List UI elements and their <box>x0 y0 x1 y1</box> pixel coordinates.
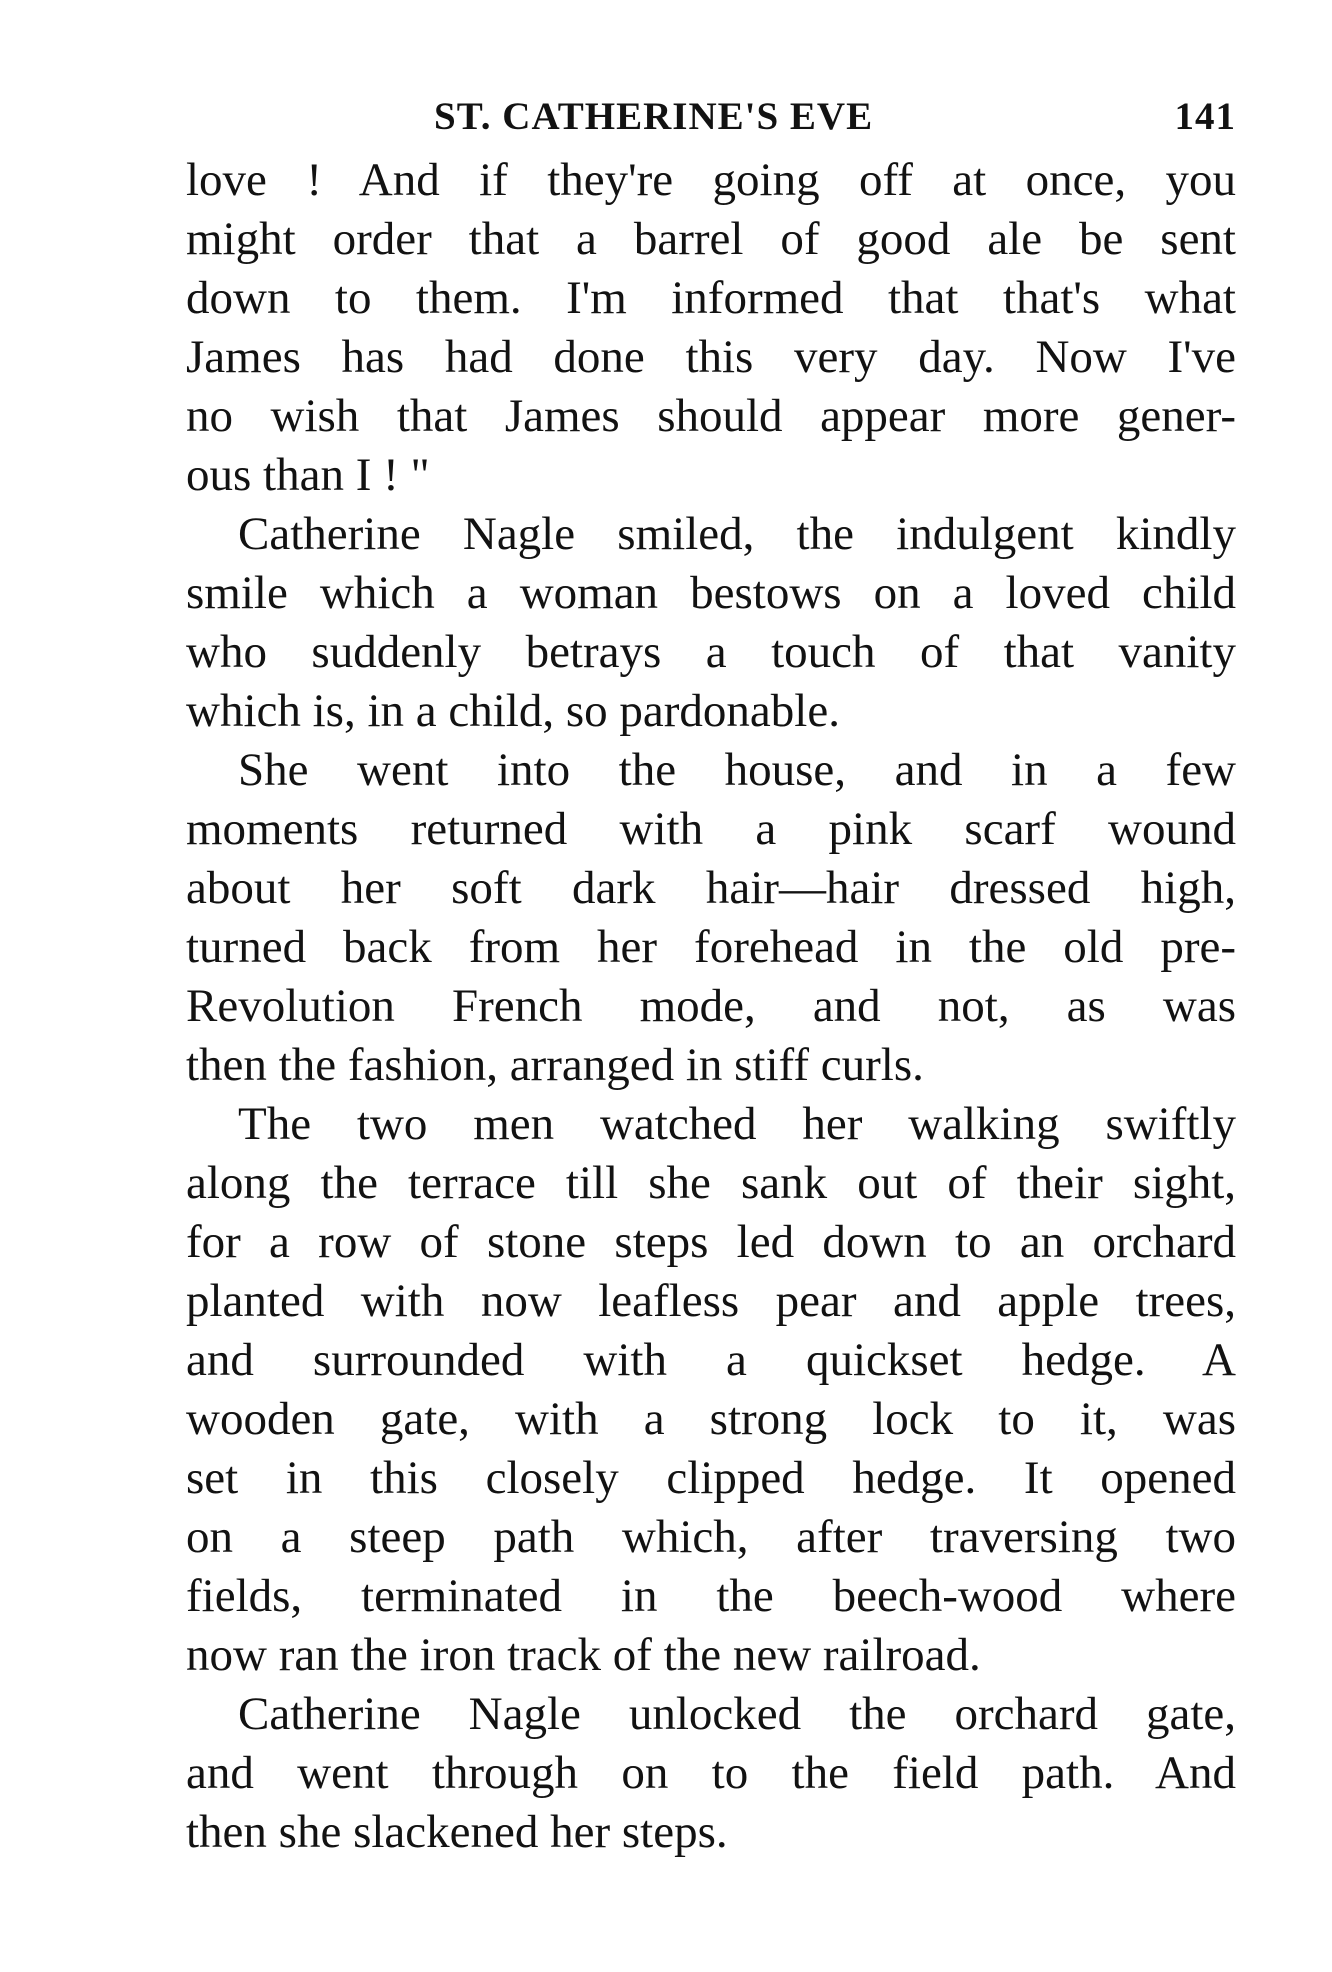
text-line: Revolution French mode, and not, as was <box>186 980 1236 1032</box>
text-line: She went into the house, and in a few <box>238 744 1236 796</box>
paragraph <box>186 505 1236 741</box>
text-line: ous than I ! " <box>186 449 430 501</box>
text-line: set in this closely clipped hedge. It opened <box>186 1452 1236 1504</box>
text-line: then the fashion, arranged in stiff curls. <box>186 1039 924 1091</box>
text-line: might order that a barrel of good ale be sent <box>186 213 1236 265</box>
running-head <box>186 92 1236 142</box>
page-number: 141 <box>1174 95 1236 138</box>
text-line: along the terrace till she sank out of their sight, <box>186 1157 1236 1209</box>
text-line: now ran the iron track of the new railroad. <box>186 1629 981 1681</box>
text-line: Catherine Nagle unlocked the orchard gate, <box>238 1688 1236 1740</box>
text-line: on a steep path which, after traversing two <box>186 1511 1236 1563</box>
body-text <box>186 151 1236 1862</box>
text-line: Catherine Nagle smiled, the indulgent kindly <box>238 508 1236 560</box>
paragraph <box>186 1095 1236 1685</box>
text-line: The two men watched her walking swiftly <box>238 1098 1236 1150</box>
text-line: wooden gate, with a strong lock to it, was <box>186 1393 1236 1445</box>
text-line: turned back from her forehead in the old pre- <box>186 921 1236 973</box>
paragraph <box>186 741 1236 1095</box>
text-line: about her soft dark hair—hair dressed high, <box>186 862 1236 914</box>
text-line: moments returned with a pink scarf wound <box>186 803 1236 855</box>
text-line: fields, terminated in the beech-wood where <box>186 1570 1236 1622</box>
text-line: no wish that James should appear more gener- <box>186 390 1236 442</box>
text-line: love ! And if they're going off at once, you <box>186 154 1236 206</box>
text-line: planted with now leafless pear and apple trees, <box>186 1275 1236 1327</box>
text-line: smile which a woman bestows on a loved child <box>186 567 1236 619</box>
text-line: and went through on to the field path. And <box>186 1747 1236 1799</box>
text-line: which is, in a child, so pardonable. <box>186 685 840 737</box>
text-line: and surrounded with a quickset hedge. A <box>186 1334 1236 1386</box>
text-line: for a row of stone steps led down to an orchard <box>186 1216 1236 1268</box>
paragraph <box>186 1685 1236 1862</box>
text-line: who suddenly betrays a touch of that vanity <box>186 626 1236 678</box>
text-line: then she slackened her steps. <box>186 1806 728 1858</box>
text-line: James has had done this very day. Now I've <box>186 331 1236 383</box>
paragraph <box>186 151 1236 505</box>
text-line: down to them. I'm informed that that's what <box>186 272 1236 324</box>
running-title: ST. CATHERINE'S EVE <box>434 95 874 138</box>
